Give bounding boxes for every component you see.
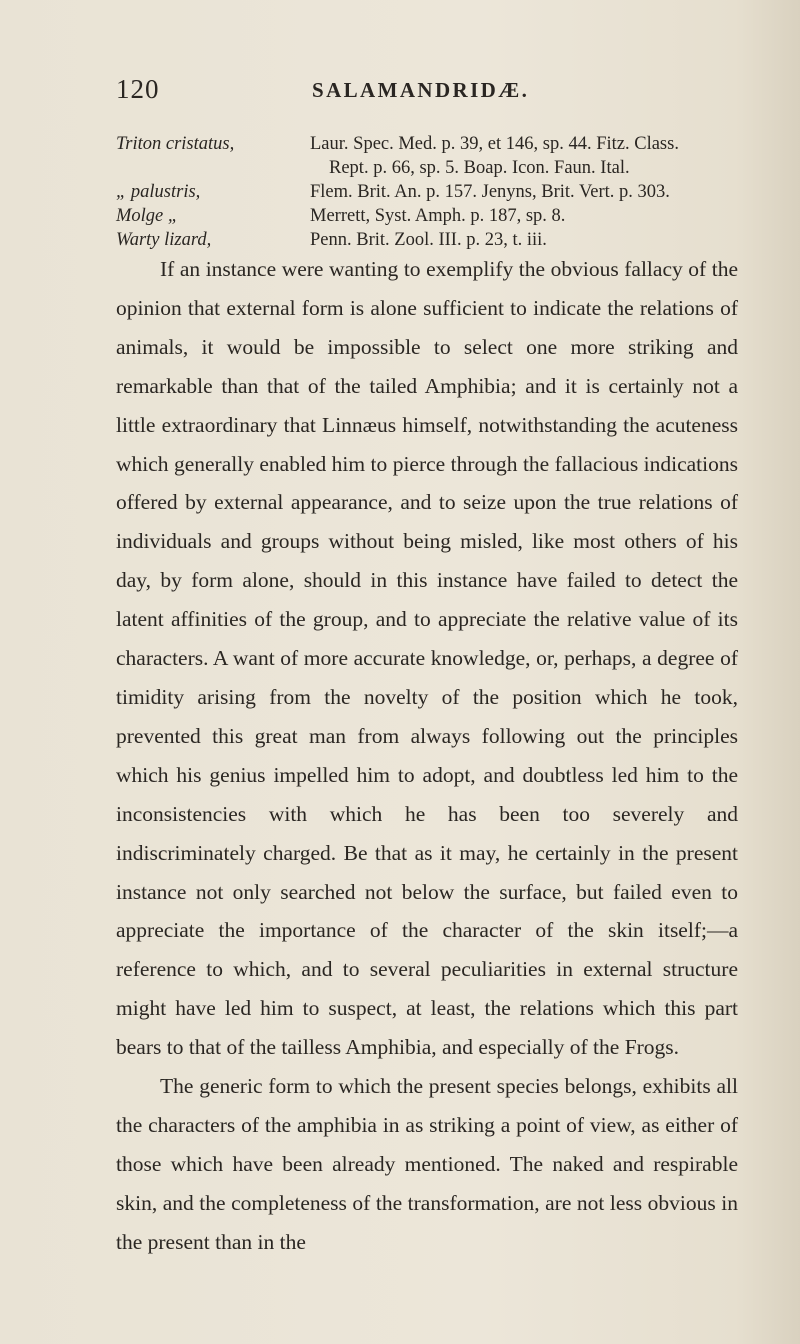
paragraph: The generic form to which the present species belongs, exhibits all the characters of the amphibia in as striking a point of view, as either of those which have been already mentioned. The naked and respirable skin, and the completeness of the transformation, are not less obvious in the present than in the [116,1074,738,1254]
synonym-name: Molge „ [116,206,179,226]
body-text [116,250,738,1262]
synonym-reference: Penn. Brit. Zool. III. p. 23, t. iii. [310,230,547,250]
synonymy-entry [116,180,736,204]
synonymy-entry-continuation [116,156,736,180]
synonymy-list [116,132,736,252]
synonym-reference: Laur. Spec. Med. p. 39, et 146, sp. 44. Fitz. Class. [310,134,679,154]
running-title: SALAMANDRIDÆ. [312,78,530,102]
synonymy-entry [116,132,736,156]
synonym-name: „ palustris, [116,182,201,202]
synonymy-entry [116,228,736,252]
page-number: 120 [116,74,160,104]
synonym-name: Warty lizard, [116,230,212,250]
synonym-reference: Merrett, Syst. Amph. p. 187, sp. 8. [310,206,566,226]
synonymy-entry [116,204,736,228]
synonym-reference: Flem. Brit. An. p. 157. Jenyns, Brit. Vert. p. 303. [310,182,670,202]
synonym-name: Triton cristatus, [116,134,235,154]
paragraph: If an instance were wanting to exemplify the obvious fallacy of the opinion that external form is alone sufficient to indicate the relations of animals, it would be impossible to select one more striking and remarkable than that of the tailed Amphibia; and it is certainly not a little extraordinary that Linnæus himself, notwithstanding the acuteness which generally enabled him to pierce through the fallacious indications offered by external appearance, and to seize upon the true relations of individuals and groups without being misled, like most others of his day, by form alone, should in this instance have failed to detect the latent affinities of the group, and to appreciate the relative value of its characters. A want of more accurate knowledge, or, perhaps, a degree of timidity arising from the novelty of the position which he took, prevented this great man from always following out the principles which his genius impelled him to adopt, and doubtless led him to the inconsistencies with which he has been too severely and indiscriminately charged. Be that as it may, he certainly in the present instance not only searched not below the surface, but failed even to appreciate the importance of the character of the skin itself;—a reference to which, and to several peculiarities in external structure might have led him to suspect, at least, the relations which this part bears to that of the tailless Amphibia, and especially of the Frogs. [116,257,738,1060]
synonym-reference: Rept. p. 66, sp. 5. Boap. Icon. Faun. Ital. [329,158,630,178]
page-header [116,74,736,114]
